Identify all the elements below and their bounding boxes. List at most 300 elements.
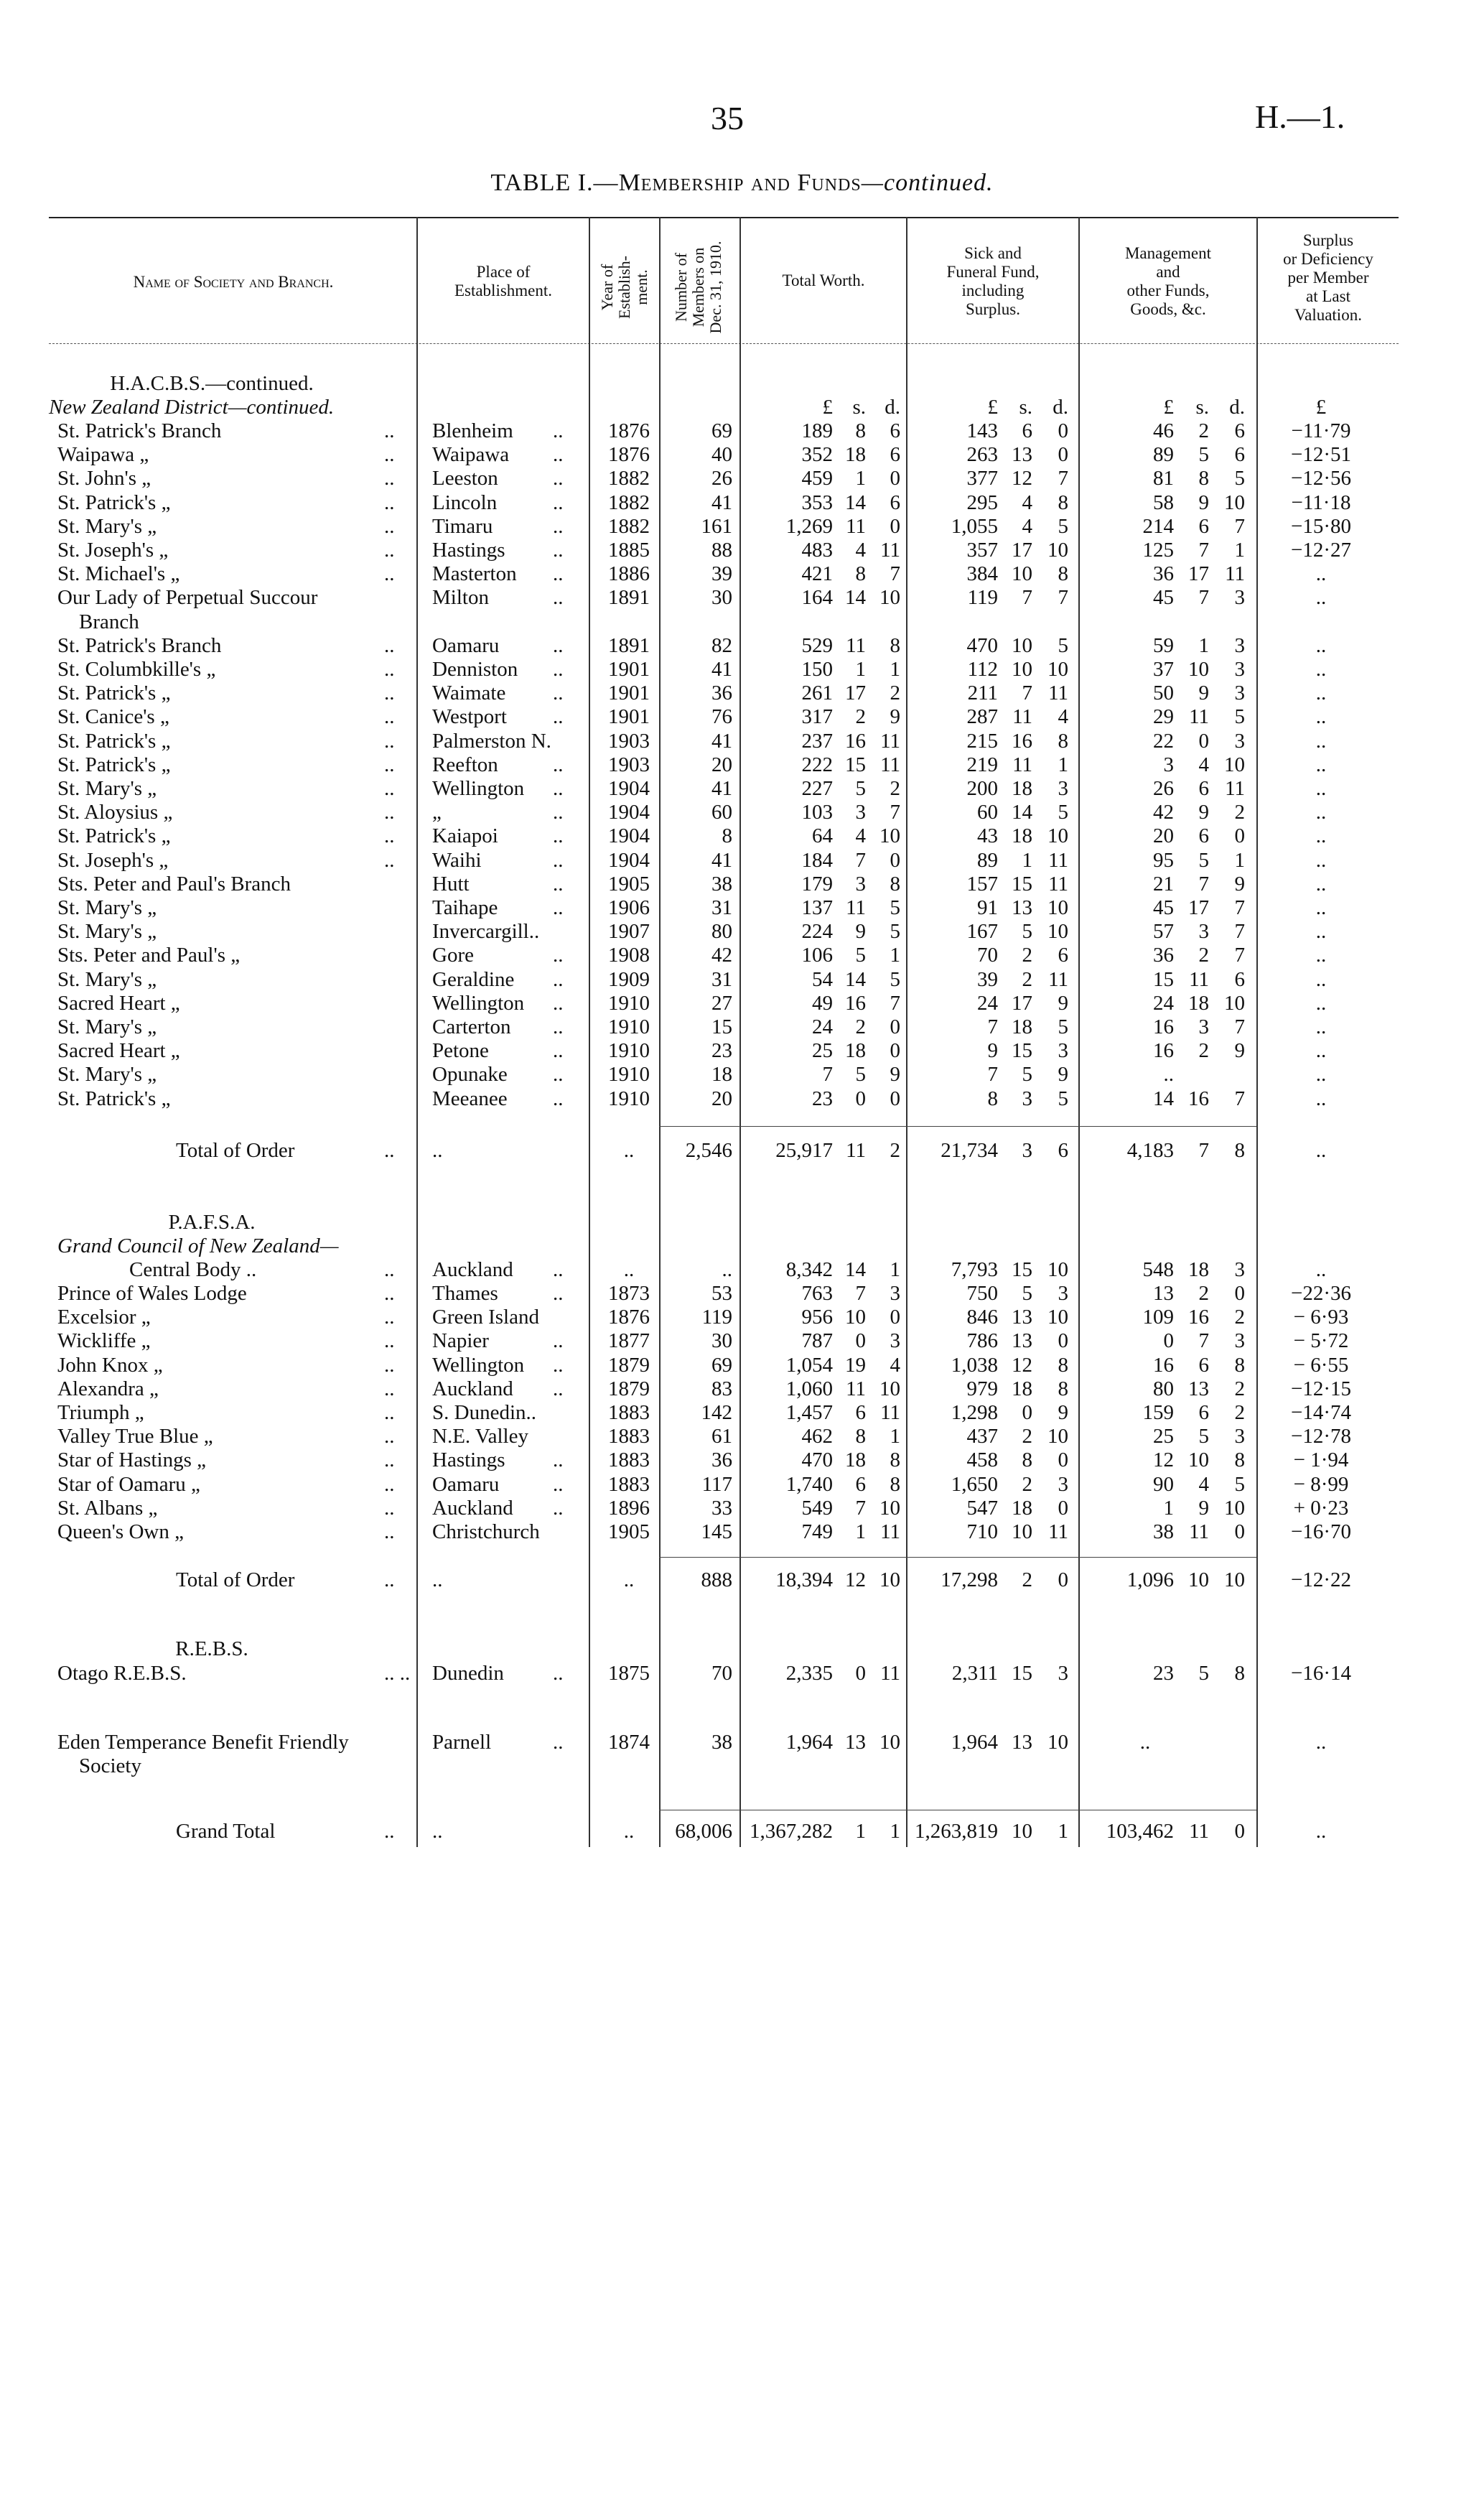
row-management-pence: 10 (1224, 753, 1245, 776)
row-management-pounds: 50 (1153, 682, 1174, 705)
header-year-line3: ment. (633, 269, 650, 305)
nz-district-title: New Zealand District—continued. (49, 396, 335, 419)
row-management-pence: 0 (1234, 1282, 1245, 1305)
row-place: Kaiapoi (432, 824, 498, 848)
row-management-pounds: 125 (1142, 539, 1174, 562)
row-management-pounds: 16 (1153, 1353, 1174, 1377)
row-management-shillings: 2 (1198, 1039, 1209, 1063)
row-name: St. Mary's „ (57, 514, 157, 538)
row-surplus: −12·78 (1290, 1425, 1351, 1448)
row-sick-fund-pounds: 89 (977, 848, 998, 872)
row-sick-fund-shillings: 10 (1012, 658, 1032, 681)
row-management-pence: 8 (1234, 1662, 1245, 1685)
row-dots: .. (384, 682, 395, 705)
row-members: 888 (701, 1568, 732, 1591)
row-place-dots: .. (553, 824, 564, 848)
row-surplus: −12·27 (1290, 539, 1351, 562)
row-place-dots: .. (553, 514, 564, 538)
row-members: 41 (711, 658, 732, 681)
row-dots: .. (384, 539, 395, 562)
row-total-worth-pence: 7 (890, 801, 900, 824)
row-total-worth-shillings: 8 (855, 562, 866, 586)
row-total-worth-shillings: 13 (845, 1731, 866, 1754)
row-members: 30 (711, 1329, 732, 1353)
row-sick-fund-pence: 10 (1047, 896, 1068, 919)
row-management-pence: 3 (1234, 586, 1245, 610)
unit-tw-s: s. (852, 396, 866, 419)
row-total-worth-shillings: 2 (855, 1015, 866, 1038)
header-members-line2: Members on (689, 247, 707, 327)
pafsa-title: P.A.F.S.A. (168, 1211, 256, 1234)
row-place: Wellington (432, 991, 525, 1015)
row-total-worth-shillings: 18 (845, 1039, 866, 1063)
row-sick-fund-pounds: 7,793 (951, 1258, 998, 1281)
row-total-worth-shillings: 5 (855, 777, 866, 800)
hacbs-row (0, 1039, 1484, 1063)
row-total-worth-pounds: 137 (801, 896, 833, 919)
row-name: Excelsior „ (57, 1306, 151, 1329)
row-name: Queen's Own „ (57, 1520, 184, 1543)
row-place: Waihi (432, 848, 482, 872)
row-total-worth-pounds: 421 (801, 562, 833, 586)
row-surplus: .. (1315, 1731, 1327, 1754)
row-name: St. Canice's „ (57, 705, 169, 729)
row-total-worth-shillings: 14 (845, 967, 866, 991)
row-name: St. Mary's „ (57, 1063, 157, 1087)
row-management-pounds: 20 (1153, 824, 1174, 848)
row-total-worth-shillings: 4 (855, 824, 866, 848)
row-total-worth-shillings: 0 (855, 1662, 866, 1685)
row-sick-fund-pounds: 39 (977, 967, 998, 991)
row-total-worth-pence: 1 (890, 658, 900, 681)
row-management-shillings: 6 (1198, 777, 1209, 800)
row-management-shillings: 6 (1198, 1401, 1209, 1424)
row-sick-fund-pounds: 91 (977, 896, 998, 919)
header-place-line1: Place of (476, 263, 531, 281)
row-name: St. Mary's „ (57, 896, 157, 919)
row-total-worth-pence: 0 (890, 467, 900, 490)
row-management-shillings: 17 (1188, 896, 1209, 919)
row-year: 1874 (608, 1731, 650, 1754)
row-sick-fund-pence: 10 (1047, 920, 1068, 944)
row-management-pounds: 14 (1153, 1087, 1174, 1110)
row-management-shillings: 5 (1198, 443, 1209, 467)
row-year: 1903 (608, 753, 650, 776)
row-total-worth-pounds: 1,060 (785, 1377, 833, 1400)
row-surplus: .. (1315, 1063, 1327, 1087)
row-management-pounds: 15 (1153, 967, 1174, 991)
row-place: Timaru (432, 514, 493, 538)
row-surplus: − 6·93 (1293, 1306, 1349, 1329)
row-total-worth-pence: 0 (890, 514, 900, 538)
hacbs-row (0, 705, 1484, 729)
row-management-pence: 3 (1234, 1329, 1245, 1353)
row-year: 1876 (608, 443, 650, 467)
row-name: Waipawa „ (57, 443, 149, 467)
row-place: Waimate (432, 682, 506, 705)
row-name: St. Patrick's „ (57, 824, 171, 848)
row-total-worth-pence: 1 (890, 1425, 900, 1448)
row-members: 33 (711, 1496, 732, 1520)
row-dots: .. (384, 467, 395, 490)
pafsa-section-title (0, 1211, 1484, 1234)
row-surplus: .. (1315, 824, 1327, 848)
hacbs-row (0, 610, 1484, 634)
row-management-shillings: 6 (1198, 514, 1209, 538)
row-members: 41 (711, 729, 732, 753)
row-place: Green Island (432, 1306, 539, 1329)
row-name: St. Michael's „ (57, 562, 180, 586)
row-total-worth-shillings: 18 (845, 443, 866, 467)
row-year: 1883 (608, 1425, 650, 1448)
row-sick-fund-pence: 9 (1058, 991, 1068, 1015)
row-management-pounds: .. (1163, 1063, 1174, 1087)
row-name: Prince of Wales Lodge (57, 1282, 247, 1305)
row-sick-fund-pounds: 750 (966, 1282, 998, 1305)
pafsa-total-row (0, 1568, 1484, 1592)
row-year: 1908 (608, 944, 650, 967)
row-sick-fund-pence: 8 (1058, 562, 1068, 586)
row-management-pence: 2 (1234, 1377, 1245, 1400)
row-members: 53 (711, 1282, 732, 1305)
row-total-worth-pounds: 1,457 (785, 1401, 833, 1424)
row-sick-fund-shillings: 15 (1012, 1662, 1032, 1685)
row-total-worth-pounds: 2,335 (785, 1662, 833, 1685)
row-management-pence: 10 (1224, 490, 1245, 514)
row-surplus: −22·36 (1290, 1282, 1351, 1305)
row-place-dots: .. (553, 539, 564, 562)
row-management-pence: 7 (1234, 1015, 1245, 1038)
row-total-worth-shillings: 8 (855, 419, 866, 442)
row-year: 1896 (608, 1496, 650, 1520)
row-total-worth-shillings: 5 (855, 1063, 866, 1087)
row-total-worth-pence: 6 (890, 443, 900, 467)
hacbs-row (0, 419, 1484, 443)
row-year: 1882 (608, 514, 650, 538)
row-members: 83 (711, 1377, 732, 1400)
pafsa-row (0, 1401, 1484, 1425)
row-management-pounds: 159 (1142, 1401, 1174, 1424)
row-dots: .. (384, 562, 395, 586)
row-dots: .. (384, 1282, 395, 1305)
row-place-dots: .. (553, 1472, 564, 1496)
row-sick-fund-pence: 3 (1058, 1282, 1068, 1305)
table-top-rule (49, 217, 1399, 218)
row-sick-fund-pence: 3 (1058, 1472, 1068, 1496)
row-place: N.E. Valley (432, 1425, 528, 1448)
row-name: St. John's „ (57, 467, 151, 490)
row-management-pence: 6 (1234, 967, 1245, 991)
header-management-line3: other Funds, (1126, 282, 1210, 299)
row-surplus: .. (1315, 777, 1327, 800)
row-year: 1885 (608, 539, 650, 562)
row-management-pounds: 109 (1142, 1306, 1174, 1329)
row-sick-fund-pounds: 60 (977, 801, 998, 824)
hacbs-row (0, 586, 1484, 610)
row-management-pence: 7 (1234, 920, 1245, 944)
row-sick-fund-pounds: 458 (966, 1448, 998, 1472)
row-management-pounds: 36 (1153, 944, 1174, 967)
row-total-worth-pounds: 1,054 (785, 1353, 833, 1377)
row-place-dots: .. (553, 872, 564, 896)
row-total-worth-shillings: 1 (855, 1520, 866, 1543)
row-sick-fund-pence: 5 (1058, 633, 1068, 657)
row-place-dots: .. (553, 1087, 564, 1110)
row-management-pence: 3 (1234, 1258, 1245, 1281)
row-dots: .. (384, 1258, 395, 1281)
row-sick-fund-pence: 11 (1048, 872, 1068, 896)
row-total-worth-pence: 8 (890, 1448, 900, 1472)
row-management-shillings: 2 (1198, 944, 1209, 967)
row-management-pence: 7 (1234, 1087, 1245, 1110)
row-total-worth-pence: 2 (890, 1139, 900, 1162)
row-total-worth-pence: 7 (890, 991, 900, 1015)
pafsa-row (0, 1425, 1484, 1448)
row-sick-fund-shillings: 10 (1012, 562, 1032, 586)
hacbs-row (0, 968, 1484, 992)
hacbs-row (0, 777, 1484, 801)
row-members: 70 (711, 1662, 732, 1685)
row-total-worth-pence: 0 (890, 1015, 900, 1038)
row-year: 1901 (608, 682, 650, 705)
page-code: H.—1. (1255, 98, 1345, 135)
hacbs-row (0, 1087, 1484, 1111)
row-management-pence: 9 (1234, 872, 1245, 896)
row-year: 1909 (608, 967, 650, 991)
row-year: .. (623, 1258, 635, 1281)
row-dots: .. (384, 777, 395, 800)
row-place: Christchurch (432, 1520, 540, 1543)
row-year: 1904 (608, 824, 650, 848)
hacbs-section-title (0, 372, 1484, 396)
pafsa-row (0, 1306, 1484, 1329)
row-management-pounds: 89 (1153, 443, 1174, 467)
row-management-shillings: 9 (1198, 682, 1209, 705)
row-total-worth-shillings: 10 (845, 1306, 866, 1329)
row-sick-fund-pounds: 295 (966, 490, 998, 514)
row-total-worth-pence: 1 (890, 1258, 900, 1281)
row-management-pounds: 36 (1153, 562, 1174, 586)
row-sick-fund-shillings: 17 (1012, 539, 1032, 562)
row-dots: .. (384, 753, 395, 776)
row-members: 8 (722, 824, 732, 848)
row-members: 61 (711, 1425, 732, 1448)
row-place: Napier (432, 1329, 489, 1353)
row-year: 1910 (608, 1087, 650, 1110)
row-total-worth-pence: 5 (890, 967, 900, 991)
row-total-worth-pounds: 103 (801, 801, 833, 824)
row-sick-fund-shillings: 12 (1012, 1353, 1032, 1377)
row-members: 42 (711, 944, 732, 967)
row-total-worth-pence: 0 (890, 1039, 900, 1063)
row-name-continued: Society (79, 1754, 141, 1777)
row-surplus: .. (1315, 658, 1327, 681)
row-dots: .. .. (384, 1662, 411, 1685)
row-management-pounds: 1 (1163, 1496, 1174, 1520)
row-management-pence: 3 (1234, 682, 1245, 705)
row-management-pence: 0 (1234, 1820, 1245, 1843)
row-total-worth-pence: 11 (880, 729, 900, 753)
row-name: St. Aloysius „ (57, 801, 173, 824)
row-management-shillings: 10 (1188, 1448, 1209, 1472)
row-name: St. Patrick's „ (57, 753, 171, 776)
row-members: 36 (711, 1448, 732, 1472)
row-members: 68,006 (675, 1820, 732, 1843)
central-body-row (0, 1258, 1484, 1282)
row-management-pence: 9 (1234, 1039, 1245, 1063)
row-surplus: .. (1315, 682, 1327, 705)
row-place-dots: .. (553, 777, 564, 800)
row-sick-fund-pounds: 1,298 (951, 1401, 998, 1424)
row-management-shillings: 1 (1198, 633, 1209, 657)
row-total-worth-pounds: 179 (801, 872, 833, 896)
row-place: .. (432, 1139, 443, 1162)
row-year: 1907 (608, 920, 650, 944)
row-sick-fund-shillings: 2 (1022, 944, 1032, 967)
row-year: 1905 (608, 872, 650, 896)
row-place-dots: .. (553, 1329, 564, 1353)
row-members: 20 (711, 753, 732, 776)
row-management-pence: 2 (1234, 801, 1245, 824)
row-total-worth-pence: 3 (890, 1329, 900, 1353)
row-total-worth-shillings: 1 (855, 467, 866, 490)
row-year: 1903 (608, 729, 650, 753)
header-place (418, 263, 589, 300)
hacbs-row (0, 562, 1484, 586)
row-total-worth-pounds: 1,269 (785, 514, 833, 538)
row-sick-fund-pounds: 211 (967, 682, 998, 705)
row-name: Sacred Heart „ (57, 991, 180, 1015)
row-total-worth-pounds: 1,367,282 (750, 1820, 833, 1843)
row-management-shillings: 16 (1188, 1087, 1209, 1110)
row-members: 69 (711, 1353, 732, 1377)
header-management-line1: Management (1124, 244, 1212, 262)
row-management-pounds: 90 (1153, 1472, 1174, 1496)
row-total-worth-pence: 8 (890, 1472, 900, 1496)
row-sick-fund-pounds: 470 (966, 633, 998, 657)
row-sick-fund-shillings: 13 (1012, 1329, 1032, 1353)
row-name: Star of Hastings „ (57, 1448, 206, 1472)
row-members: 41 (711, 848, 732, 872)
row-sick-fund-shillings: 14 (1012, 801, 1032, 824)
row-place: Meeanee (432, 1087, 508, 1110)
header-surplus-line5: Valuation. (1294, 306, 1362, 324)
row-sick-fund-pounds: 21,734 (941, 1139, 998, 1162)
row-name: St. Mary's „ (57, 777, 157, 800)
row-dots: .. (384, 1329, 395, 1353)
row-year: 1883 (608, 1401, 650, 1424)
row-dots: .. (384, 1306, 395, 1329)
row-management-pence: 0 (1234, 824, 1245, 848)
row-management-shillings: 16 (1188, 1306, 1209, 1329)
row-surplus: − 6·55 (1293, 1353, 1349, 1377)
row-total-worth-shillings: 15 (845, 753, 866, 776)
row-place-dots: .. (553, 1731, 564, 1754)
row-total-worth-pence: 9 (890, 1063, 900, 1087)
row-management-pounds: 103,462 (1106, 1820, 1174, 1843)
row-total-worth-pence: 0 (890, 848, 900, 872)
row-members: 119 (701, 1306, 732, 1329)
row-sick-fund-pence: 0 (1058, 443, 1068, 467)
row-sick-fund-pounds: 357 (966, 539, 998, 562)
row-dots: .. (384, 490, 395, 514)
hacbs-row (0, 1015, 1484, 1039)
row-total-worth-shillings: 3 (855, 801, 866, 824)
row-place: Wellington (432, 1353, 525, 1377)
row-dots: .. (384, 419, 395, 442)
row-total-worth-pence: 11 (880, 1520, 900, 1543)
row-total-worth-pounds: 64 (812, 824, 833, 848)
row-surplus: .. (1315, 1015, 1327, 1038)
row-dots: .. (384, 1496, 395, 1520)
row-management-pounds: 23 (1153, 1662, 1174, 1685)
row-management-pounds: 16 (1153, 1039, 1174, 1063)
row-total-worth-pounds: 549 (801, 1496, 833, 1520)
row-total-worth-pounds: 189 (801, 419, 833, 442)
row-total-worth-shillings: 19 (845, 1353, 866, 1377)
row-name: Eden Temperance Benefit Friendly (57, 1731, 349, 1754)
row-year: 1879 (608, 1377, 650, 1400)
row-place-dots: .. (553, 896, 564, 919)
row-name: Our Lady of Perpetual Succour (57, 586, 318, 610)
row-place: Palmerston N. (432, 729, 551, 753)
row-dots: .. (384, 1568, 395, 1591)
row-sick-fund-shillings: 2 (1022, 1568, 1032, 1591)
unit-tw-l: £ (822, 396, 833, 419)
row-dots: .. (384, 1448, 395, 1472)
row-management-shillings: 7 (1198, 872, 1209, 896)
row-management-pounds: 214 (1142, 514, 1174, 538)
row-management-pounds: 29 (1153, 705, 1174, 729)
row-name: Triumph „ (57, 1401, 144, 1424)
row-sick-fund-shillings: 13 (1012, 1306, 1032, 1329)
row-surplus: .. (1315, 872, 1327, 896)
row-year: 1876 (608, 419, 650, 442)
row-total-worth-shillings: 9 (855, 920, 866, 944)
row-dots: .. (384, 729, 395, 753)
row-sick-fund-pence: 11 (1048, 967, 1068, 991)
row-total-worth-pence: 1 (890, 1820, 900, 1843)
row-name: Sts. Peter and Paul's Branch (57, 872, 291, 896)
row-sick-fund-pounds: 8 (987, 1087, 998, 1110)
row-name: St. Joseph's „ (57, 539, 169, 562)
row-total-worth-shillings: 0 (855, 1329, 866, 1353)
row-place: Denniston (432, 658, 518, 681)
row-place: Hastings (432, 539, 505, 562)
row-sick-fund-pence: 10 (1047, 1731, 1068, 1754)
header-management-line2: and (1156, 263, 1180, 281)
row-total-worth-pence: 10 (879, 824, 900, 848)
row-name: Sts. Peter and Paul's „ (57, 944, 241, 967)
row-place: Oamaru (432, 633, 500, 657)
pafsa-row (0, 1377, 1484, 1401)
row-total-worth-pounds: 164 (801, 586, 833, 610)
hacbs-row (0, 730, 1484, 753)
pafsa-row (0, 1282, 1484, 1306)
row-management-shillings: 6 (1198, 1353, 1209, 1377)
row-name: Wickliffe „ (57, 1329, 151, 1353)
row-dots: .. (384, 1139, 395, 1162)
row-management-pounds: 46 (1153, 419, 1174, 442)
row-place-dots: .. (553, 1448, 564, 1472)
hacbs-row (0, 896, 1484, 920)
row-management-pence: 5 (1234, 467, 1245, 490)
row-members: 18 (711, 1063, 732, 1087)
row-sick-fund-shillings: 1 (1022, 848, 1032, 872)
unit-mg-d: d. (1229, 396, 1245, 419)
row-place: Lincoln (432, 490, 498, 514)
header-sick-line3: including (961, 282, 1025, 299)
